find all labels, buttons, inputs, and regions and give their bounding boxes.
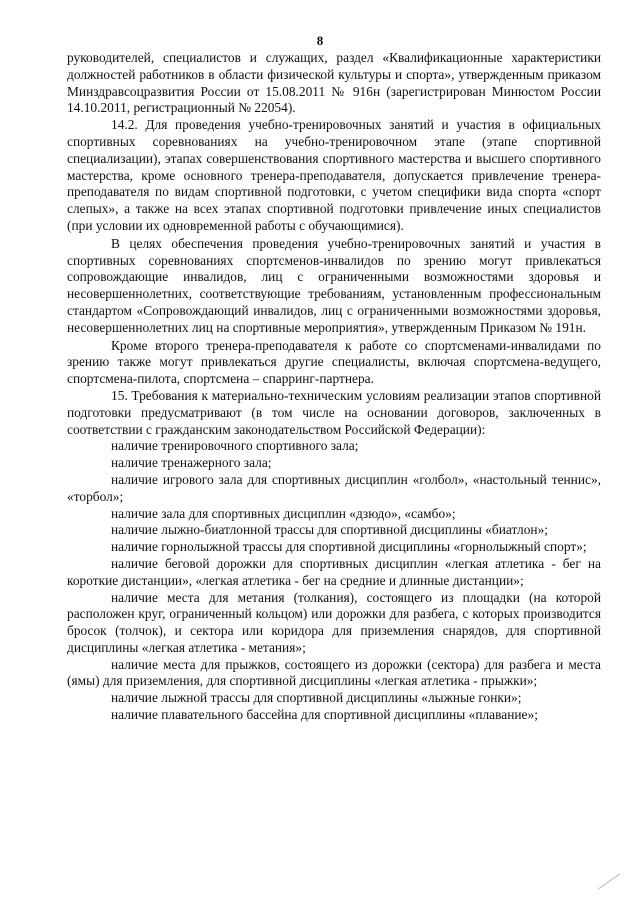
scan-mark <box>598 874 620 890</box>
list-item: наличие тренировочного спортивного зала; <box>111 438 359 454</box>
list-item: наличие тренажерного зала; <box>111 455 272 471</box>
paragraph-15: 15. Требования к материально-техническим условиям реализации этапов спортивной подготовки предусматривают (в том числе на основании договоров, заключенных в соответствии с гражданским законодательством Российской Федерации): <box>67 387 601 437</box>
list-item: наличие беговой дорожки для спортивных дисциплин «легкая атлетика - бег на короткие дистанции», «легкая атлетика - бег на средние и длинные дистанции»; <box>67 555 601 588</box>
list-item: наличие лыжной трассы для спортивной дисциплины «лыжные гонки»; <box>111 690 522 706</box>
page-number: 8 <box>316 33 324 48</box>
list-item: наличие места для прыжков, состоящего из дорожки (сектора) для разбега и места (ямы) для приземления, для спортивной дисциплины «легкая атлетика - прыжки»; <box>67 656 601 689</box>
list-item: наличие лыжно-биатлонной трассы для спортивной дисциплины «биатлон»; <box>111 522 548 538</box>
list-item: наличие игрового зала для спортивных дисциплин «голбол», «настольный теннис», «торбол»; <box>67 471 601 504</box>
paragraph-14-2: 14.2. Для проведения учебно-тренировочных занятий и участия в официальных спортивных соревнованиях на учебно-тренировочном этапе (этапе спортивной специализации), этапах совершенствования спортивного мастерства и высшего спортивного мастерства, кроме основного тренера-преподавателя, допускается привлечение тренера-преподавателя по видам спортивной подготовки, с учетом специфики вида спорта «спорт слепых», а также на всех этапах спортивной подготовки привлечение иных специалистов (при условии их одновременной работы с обучающимися). <box>67 117 601 233</box>
list-item: наличие горнолыжной трассы для спортивной дисциплины «горнолыжный спорт»; <box>111 539 587 555</box>
document-body <box>67 50 601 724</box>
paragraph-escorts: В целях обеспечения проведения учебно-тренировочных занятий и участия в спортивных соревнованиях спортсменов-инвалидов по зрению могут привлекаться сопровождающие инвалидов, лиц с ограниченными возможностями здоровья и несовершеннолетних, соответствующие требованиям, установленным профессиональным стандартом «Сопровождающий инвалидов, лиц с ограниченными возможностями здоровья, несовершеннолетних лиц на спортивные мероприятия», утвержденным Приказом № 191н. <box>67 235 601 335</box>
paragraph-continuation: руководителей, специалистов и служащих, раздел «Квалификационные характеристики должностей работников в области физической культуры и спорта», утвержденным приказом Минздравсоцразвития России от 15.08.2011 № 916н (зарегистрирован Минюстом России 14.10.2011, регистрационный № 22054). <box>67 50 601 116</box>
paragraph-other-specialists: Кроме второго тренера-преподавателя к работе со спортсменами-инвалидами по зрению также могут привлекаться другие специалисты, включая спортсмена-ведущего, спортсмена-пилота, спортсмена – спарринг-партнера. <box>67 337 601 387</box>
list-item: наличие плавательного бассейна для спортивной дисциплины «плавание»; <box>111 707 538 723</box>
list-item: наличие зала для спортивных дисциплин «дзюдо», «самбо»; <box>111 505 456 521</box>
list-item: наличие места для метания (толкания), состоящего из площадки (на которой расположен круг, ограниченный кольцом) или дорожки для разбега, с которых производится бросок (толчок), и сектора или коридора для приземления снарядов, для спортивной дисциплины «легкая атлетика - метания»; <box>67 589 601 655</box>
